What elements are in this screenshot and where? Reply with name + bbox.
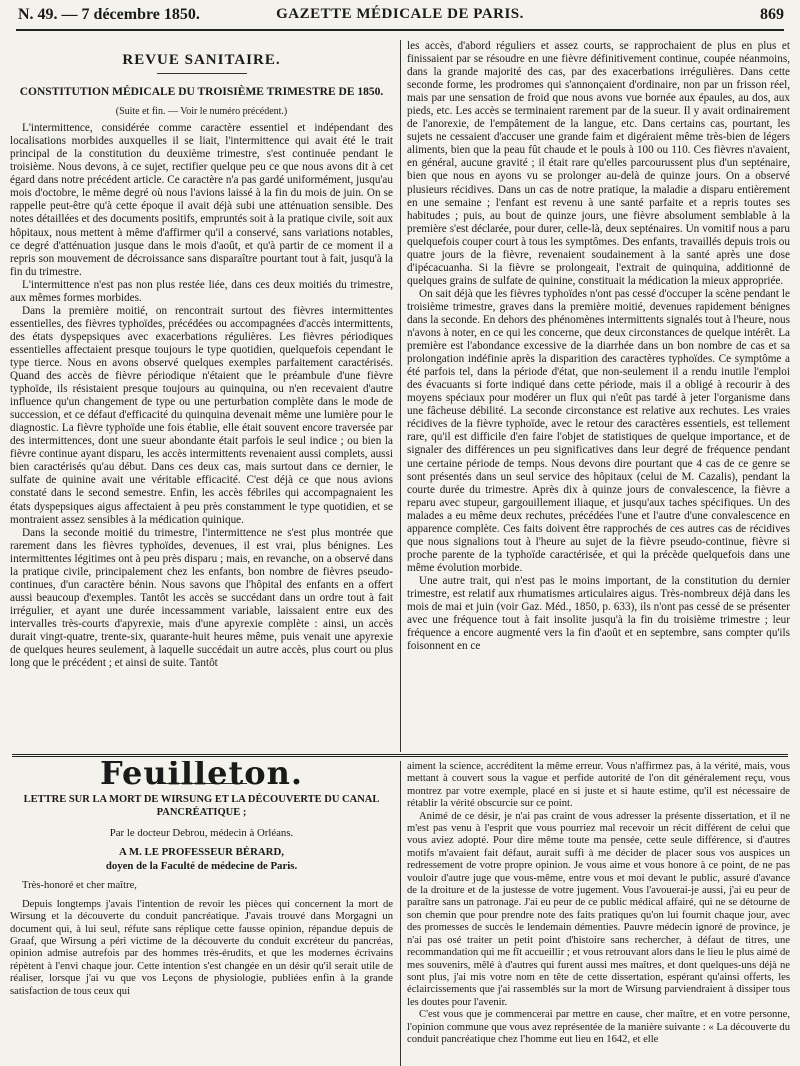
article-subtitle: CONSTITUTION MÉDICALE DU TROISIÈME TRIMESTRE DE 1850. bbox=[19, 86, 384, 99]
paragraph: Dans la seconde moitié du trimestre, l'intermittence ne s'est plus montrée que rarement dans les fièvres typhoïdes, devenues, il est vrai, plus bénignes. Les intermittentes légitimes ont à peu près disparu ; mais, en revanche, on a observé dans la pratique civile, principalement chez les enfants, bon nombre de fièvres pseudo-continues, d'un caractère bénin. Nous savons que l'hôpital des enfants en a offert aussi beaucoup d'exemples. Tantôt les accès se succédant dans un ordre tout à fait irrégulier, et ayant une durée incessamment variable, laissaient entre eux des intervalles très-courts d'apyrexie, mais d'une apyrexie complète : ainsi, un accès durait vingt-quatre, trente-six, quarante-huit heures même, puis venait une apyrexie de quelques heures seulement, à laquelle succédait un autre accès, plus court ou plus long que le précédent ; et ainsi de suite. Tantôt bbox=[10, 526, 393, 670]
column-divider bbox=[400, 761, 401, 1066]
paragraph: C'est vous que je commencerai par mettre en cause, cher maître, et en votre personne, l'opinion commune que vous avez représentée de la manière suivante : « La découverte du conduit pancréatique chez l'homme eut lieu en 1642, et elle bbox=[407, 1009, 790, 1045]
feuilleton-section bbox=[10, 761, 790, 1066]
revue-sanitaire-section bbox=[10, 40, 790, 752]
letter-title: LETTRE SUR LA MORT DE WIRSUNG ET LA DÉCOUVERTE DU CANAL PANCRÉATIQUE ; bbox=[23, 794, 380, 818]
page-header bbox=[10, 0, 790, 30]
letter-addressee: A M. LE PROFESSEUR BÉRARD, bbox=[119, 845, 284, 858]
column-divider bbox=[400, 40, 401, 752]
feuilleton-separator bbox=[12, 754, 788, 757]
paragraph: L'intermittence, considérée comme caractère essentiel et indépendant des localisations morbides auxquelles il se liait, l'intermittence qui avait été le trait principal de la constitution du deuxième trimestre, s'est continuée pendant le troisième. Nous devons, à ce sujet, rectifier quelque peu ce que nous avons dit à cet égard dans notre précédent article. Ce caractère n'a pas gardé uniformément, jusqu'au mois d'octobre, le même degré où nous l'avions laissé à la fin du mois de juin. On se rappelle peut-être qu'à cette époque il avait déjà subi une atténuation sensible. Des notes détaillées et des documents positifs, empruntés soit à la pratique civile, soit aux hôpitaux, nous mettent à même d'affirmer qu'il a conservé, sans variations notables, ce degré d'atténuation jusque dans le mois d'août, et qu'à partir de ce moment il a repris son mouvement de décroissance sans disparaître pourtant tout à fait, jusqu'à la fin du trimestre. bbox=[10, 122, 393, 278]
feuilleton-title: Feuilleton. bbox=[100, 761, 303, 792]
salutation: Très-honoré et cher maître, bbox=[22, 880, 137, 892]
revue-column-left bbox=[10, 40, 393, 752]
paragraph: les accès, d'abord réguliers et assez courts, se rapprochaient de plus en plus et finissaient par se résoudre en une fièvre définitivement continue, coupée néanmoins, dans la grande majorité des cas, par des exacerbations irrégulières. Dans cette seconde forme, les prodromes qui s'annonçaient d'ordinaire, non par un frisson réel, mais par une sensation de froid que nous avons vue bornée aux épaules, au dos, aux pieds, etc. Les accès se terminaient rarement par de la sueur. Il y avait ordinairement de l'anorexie, de l'empâtement de la langue, etc. Dans certains cas, pourtant, les sujets ne cessaient d'accuser une grande faim et digéraient même très-bien de légers aliments, bien que la peau fût chaude et le pouls à 100 ou 110. Ces fièvres n'avaient, en général, aucune gravité ; il était rare qu'elles parcourussent plus d'un septénaire, bien que nous en ayons vu se prolonger au-delà de quinze jours. On a observé plusieurs récidives. Dans un cas de notre pratique, la maladie a disparu entièrement en une semaine ; l'enfant est revenu à une santé parfaite et a repris toutes ses habitudes ; puis, au bout de quinze jours, une fièvre absolument semblable à la première s'est déclarée, pour durer, celle-là, deux septénaires. Un vomitif nous a paru quelquefois couper court à tous les symptômes. Des enfants, travaillés depuis trois ou quatre jours de la fièvre, revenaient soudainement à la santé après une dose d'ipécacuanha. Si la fièvre se prolongeait, l'extrait de quinquina, additionné de quelques grains de sulfate de quinine, constituait la médication la mieux appropriée. bbox=[407, 40, 790, 287]
feuilleton-column-left bbox=[10, 761, 393, 1066]
paragraph: Dans la première moitié, on rencontrait surtout des fièvres intermittentes essentielles, des fièvres typhoïdes, précédées ou accompagnées d'accès intermittents, des états dyspepsiques avec exacerbations régulières. Les fièvres périodiques essentielles affectaient presque toujours le type quotidien, quelquefois cependant le type tierce. Nous en avons observé quelques exemples parfaitement caractérisés. Quand des accès de fièvre périodique n'étaient que le préambule d'une fièvre typhoïde, ils résistaient presque toujours au quinquina, ou n'en recevaient d'autre influence qu'un changement de type ou une perturbation complète dans le mode de succession, et ce défaut d'efficacité du quinquina devenait même une lumière pour le diagnostic. La fièvre typhoïde une fois établie, elle était souvent encore traversée par des intermittences, dont une sueur abondante était parfois le seul indice ; ou bien la fièvre continue ayant disparu, les accès intermittents revenaient aussi complets, aussi bien caractérisés qu'au début. Dans ces deux cas, mais surtout dans ce dernier, le sulfate de quinine avait une véritable efficacité. C'est déjà ce que nous avions constaté dans le second semestre. Enfin, les accès fébriles qui accompagnaient les états dyspepsiques aigus affectaient à peu près constamment le type quotidien, et se montraient assez sensibles à la médication quinique. bbox=[10, 304, 393, 526]
page-number: 869 bbox=[760, 6, 784, 23]
paragraph: aiment la science, accréditent la même erreur. Vous n'affirmez pas, à la vérité, mais, vous mettant à couvert sous la vague et perfide autorité de l'on dit généralement reçu, vous montrez par votre exemple, placé en si juste et si haute estime, qu'il est nécessaire de rétablir la vérité obscurcie sur ce point. bbox=[407, 761, 790, 810]
header-rule bbox=[16, 29, 784, 31]
feuilleton-column-right bbox=[407, 761, 790, 1066]
journal-title: GAZETTE MÉDICALE DE PARIS. bbox=[276, 6, 524, 22]
letter-author: Par le docteur Debrou, médecin à Orléans. bbox=[109, 827, 294, 840]
revue-column-right bbox=[407, 40, 790, 752]
paragraph: L'intermittence n'est pas non plus restée liée, dans ces deux moitiés du trimestre, aux mêmes formes morbides. bbox=[10, 278, 393, 304]
addressee-affiliation: doyen de la Faculté de médecine de Paris. bbox=[105, 860, 298, 873]
section-title: REVUE SANITAIRE. bbox=[122, 52, 281, 68]
continuation-note: (Suite et fin. — Voir le numéro précédent.) bbox=[115, 106, 288, 118]
paragraph: Animé de ce désir, je n'ai pas craint de vous adresser la présente dissertation, et il ne m'est pas venu à l'esprit que vous pourriez mal recevoir un récit différent de celui que vous aviez adopté. Pour dire même toute ma pensée, cette seule différence, si d'autres motifs m'avaient fait défaut, aurait suffi à me décider de placer sous vos auspices un redressement de votre propre opinion. Je vous aime et vous honore à ce point, de ne pas vouloir d'autre juge que vous-même, entre vous et moi devant le public, assuré d'avance de la droiture et de la justesse de votre jugement. Vous l'avouerai-je aussi, j'ai eu peur de paraître sans un patronage. J'ai eu peur de ce public médical affairé, qui ne se détourne de son chemin que pour prendre note des faits pratiques qu'on lui fournit chaque jour, avec des promesses de succès le lendemain démenties. Pauvre médecin ignoré de province, je n'ai pas osé traiter un petit point d'histoire sans rechercher, à défaut de titres, une recommandation qui me fît accueillir ; et vous retrouvant alors dans le lieu le plus aimé de mes souvenirs, mêlé à d'autres qui furent aussi mes maîtres, et dont quelques-uns déjà ne sont plus, j'ai mis votre nom en tête de cette dissertation, espérant qu'ainsi offerts, les éclaircissements que j'ai rassemblés sur la mort de Wirsung parviendraient à dissiper tous les doutes pour l'avenir. bbox=[407, 810, 790, 1008]
paragraph: Depuis longtemps j'avais l'intention de revoir les pièces qui concernent la mort de Wirsung et la découverte du conduit pancréatique. J'avais trouvé dans Morgagni un document qui, à lui seul, réfute sans réplique cette fausse opinion, répandue depuis de Graaf, que Wirsung a péri victime de la découverte du conduit excréteur du pancréas, opinion admise autrefois par des hommes très-érudits, et que les modernes écrivains répètent à l'envi chaque jour. Cette intention s'est changée en un désir qu'il serait utile de réaliser, lorsque j'ai vu que vos Leçons de physiologie, publiées enfin à la grande satisfaction de tous ceux qui bbox=[10, 898, 393, 997]
paragraph: Une autre trait, qui n'est pas le moins important, de la constitution du dernier trimestre, est relatif aux rhumatismes articulaires aigus. Très-nombreux déjà dans les mois de mai et juin (voir Gaz. Méd., 1850, p. 633), ils n'ont pas cessé de se présenter avec une fréquence tout à fait insolite jusqu'à la fin du troisième trimestre ; leur fréquence a encore augmenté vers la fin d'août et en septembre, sans compter qu'ils foisonnent en ce bbox=[407, 574, 790, 653]
title-rule bbox=[157, 73, 247, 74]
paragraph: On sait déjà que les fièvres typhoïdes n'ont pas cessé d'occuper la scène pendant le troisième trimestre, graves dans la première moitié, devenues rapidement bénignes dans la seconde. En dehors des phénomènes intermittents signalés tout à l'heure, nous n'avons à noter, en ce qui les concerne, que deux circonstances de quelque intérêt. La première est l'abondance excessive de la diarrhée dans un bon nombre de cas et sa prolongation indéfinie après la disparition des caractères typhoïdes. Ce symptôme a été parfois tel, dans la période d'état, que non-seulement il a rendu inutile l'emploi des évacuants si forte indiqué dans cette période, mais il a obligé à recourir à des moyens spéciaux pour modérer un flux qui n'eût pas tardé à jeter l'organisme dans une fâcheuse débilité. La seconde circonstance est relative aux rechutes. Les vraies récidives de la fièvre typhoïde, avec le retour des caractères essentiels, est tellement rare, qu'il est difficile d'en faire l'objet de statistiques de quelque importance, et de signaler des différences un peu significatives dans leur degré de fréquence pendant une certaine période de temps. Nous devons dire pourtant que 4 cas de ce genre se sont présentés dans un seul service des hôpitaux (celui de M. Cazalis), pendant la courte durée du trimestre. Après dix à quinze jours de convalescence, la fièvre a reparu avec stupeur, gargouillement iliaque, et jusqu'aux taches spécifiques. Un des malades a eu même deux rechutes, précédées l'une et l'autre d'une convalescence en apparence complète. Ces faits doivent être rapprochés de ces autres cas de récidives que nous signalions tout à l'heure au sujet de la fièvre pseudo-continue, fièvre si proche parente de la typhoïde caractérisée, et qui la précède quelquefois dans une même évolution morbide. bbox=[407, 287, 790, 574]
issue-date: N. 49. — 7 décembre 1850. bbox=[18, 6, 200, 23]
